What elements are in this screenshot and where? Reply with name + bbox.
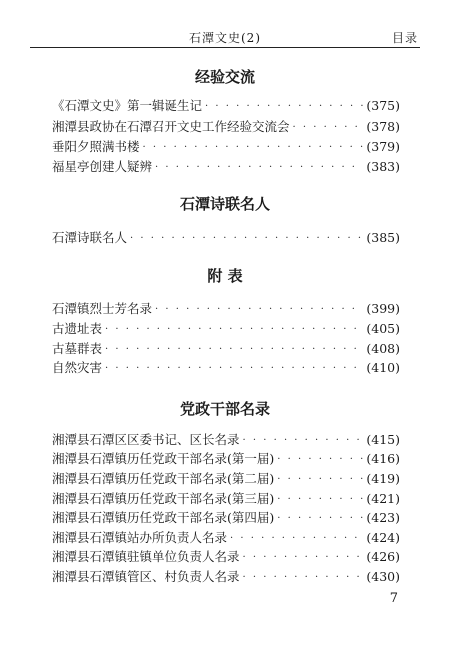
- entry-title: 《石潭文史》第一辑诞生记: [52, 98, 203, 113]
- entry-title: 石潭镇烈士芳名录: [52, 301, 153, 316]
- toc-entry[interactable]: [52, 117, 400, 137]
- toc-entry[interactable]: [52, 358, 400, 378]
- page-number: 7: [389, 591, 398, 606]
- section-heading-appendix: 附 表: [207, 267, 243, 285]
- toc-entry[interactable]: [52, 547, 400, 567]
- entry-title: 湘潭县石潭镇管区、村负责人名录: [52, 569, 240, 584]
- entry-page-number: (423): [366, 510, 400, 525]
- entry-title: 自然灾害: [52, 360, 103, 375]
- entry-title: 湘潭县石潭镇历任党政干部名录(第三届): [52, 491, 275, 506]
- entry-title: 湘潭县石潭镇历任党政干部名录(第二届): [52, 471, 275, 486]
- entry-title: 湘潭县石潭镇站办所负责人名录: [52, 530, 228, 545]
- section-heading-poets: 石潭诗联名人: [179, 195, 270, 213]
- toc-entry[interactable]: [52, 299, 400, 319]
- entry-title: 湘潭县石潭镇驻镇单位负责人名录: [52, 549, 240, 564]
- entry-page-number: (421): [366, 491, 400, 506]
- entry-title: 古遗址表: [52, 321, 103, 336]
- dot-leader: [155, 301, 363, 319]
- toc-entry[interactable]: [52, 228, 400, 248]
- dot-leader: [155, 159, 363, 177]
- entry-page-number: (383): [366, 159, 400, 174]
- book-title: 石潭文史(2): [189, 31, 261, 45]
- entry-title: 石潭诗联名人: [52, 230, 128, 245]
- toc-entry[interactable]: [52, 339, 400, 359]
- toc-entry[interactable]: [52, 430, 400, 450]
- entry-title: 湘潭县石潭区区委书记、区长名录: [52, 432, 240, 447]
- toc-entry[interactable]: [52, 469, 400, 489]
- entry-page-number: (378): [366, 119, 400, 134]
- dot-leader: [293, 119, 364, 137]
- dot-leader: [143, 139, 364, 157]
- entry-title: 古墓群表: [52, 341, 103, 356]
- toc-entry[interactable]: [52, 449, 400, 469]
- toc-entry[interactable]: [52, 508, 400, 528]
- entry-page-number: (430): [366, 569, 400, 584]
- entry-page-number: (415): [366, 432, 400, 447]
- entry-page-number: (375): [366, 98, 400, 113]
- entry-title: 福星亭创建人疑辨: [52, 159, 153, 174]
- dot-leader: [277, 491, 363, 509]
- entry-page-number: (379): [366, 139, 400, 154]
- dot-leader: [277, 510, 363, 528]
- section-heading-officials: 党政干部名录: [179, 400, 270, 418]
- dot-leader: [105, 360, 363, 378]
- entry-page-number: (399): [366, 301, 400, 316]
- dot-leader: [205, 98, 363, 116]
- section-heading-experience: 经验交流: [194, 68, 255, 86]
- entry-page-number: (424): [366, 530, 400, 545]
- entry-page-number: (416): [366, 451, 400, 466]
- dot-leader: [243, 549, 364, 567]
- dot-leader: [105, 321, 363, 339]
- entry-page-number: (385): [366, 230, 400, 245]
- toc-entry[interactable]: [52, 319, 400, 339]
- entry-title: 湘潭县石潭镇历任党政干部名录(第一届): [52, 451, 275, 466]
- dot-leader: [105, 341, 363, 359]
- toc-entry[interactable]: [52, 528, 400, 548]
- entry-title: 湘潭县政协在石潭召开文史工作经验交流会: [52, 119, 290, 134]
- toc-entry[interactable]: [52, 157, 400, 177]
- toc-entry[interactable]: [52, 96, 400, 116]
- entry-title: 垂阳夕照满书楼: [52, 139, 140, 154]
- dot-leader: [130, 230, 363, 248]
- dot-leader: [243, 569, 364, 587]
- toc-entry[interactable]: [52, 137, 400, 157]
- entry-title: 湘潭县石潭镇历任党政干部名录(第四届): [52, 510, 275, 525]
- entry-page-number: (426): [366, 549, 400, 564]
- entry-page-number: (410): [366, 360, 400, 375]
- section-label: 目录: [391, 31, 418, 45]
- dot-leader: [277, 451, 363, 469]
- toc-entry[interactable]: [52, 567, 400, 587]
- dot-leader: [277, 471, 363, 489]
- entry-page-number: (405): [366, 321, 400, 336]
- toc-entry[interactable]: [52, 489, 400, 509]
- dot-leader: [230, 530, 363, 548]
- dot-leader: [243, 432, 364, 450]
- entry-page-number: (419): [366, 471, 400, 486]
- entry-page-number: (408): [366, 341, 400, 356]
- running-header: [30, 27, 420, 48]
